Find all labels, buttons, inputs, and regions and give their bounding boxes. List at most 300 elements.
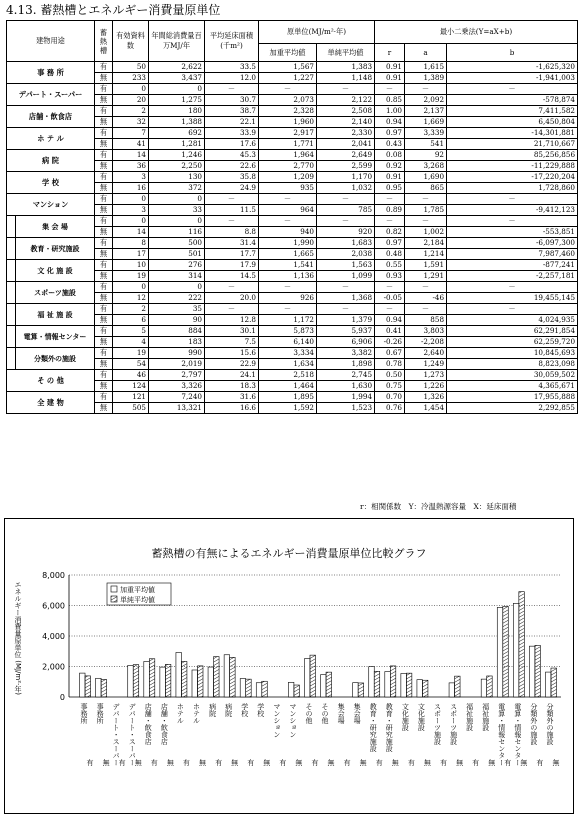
x-tick-label: 電算・情報センター xyxy=(497,703,506,766)
table-cell: 124 xyxy=(113,381,149,392)
table-cell: 884 xyxy=(149,326,205,337)
table-cell: 17.9 xyxy=(205,260,259,271)
x-tick-label: マンション xyxy=(272,703,281,738)
table-cell: 2,917 xyxy=(259,128,317,139)
table-cell: 5,937 xyxy=(317,326,375,337)
table-cell: 1,464 xyxy=(259,381,317,392)
category-name: 事 務 所 xyxy=(7,62,95,84)
table-cell: － xyxy=(405,84,447,95)
x-tick-flag: 無 xyxy=(134,759,143,766)
table-cell: － xyxy=(317,84,375,95)
table-cell: 183 xyxy=(149,337,205,348)
comparison-chart xyxy=(4,518,574,814)
header-tank: 蓄熱槽 xyxy=(95,21,113,62)
table-cell: 0.48 xyxy=(375,249,405,260)
x-tick-label: 集会場 xyxy=(337,703,346,724)
bar xyxy=(214,657,220,697)
table-cell: 501 xyxy=(149,249,205,260)
table-row xyxy=(7,194,578,205)
table-cell: － xyxy=(205,282,259,293)
x-tick-label: その他 xyxy=(321,703,330,724)
table-cell: 3,326 xyxy=(149,381,205,392)
category-name: 分類外の施設 xyxy=(7,348,95,370)
x-tick-label: 店舗・飲食店 xyxy=(160,703,169,745)
table-cell: 0.92 xyxy=(375,161,405,172)
table-cell: 372 xyxy=(149,183,205,194)
table-cell: 22.9 xyxy=(205,359,259,370)
table-cell: － xyxy=(259,304,317,315)
header-use: 建物用途 xyxy=(7,21,95,62)
table-row xyxy=(7,282,578,293)
x-tick-label: 病院 xyxy=(224,703,233,717)
table-cell: 1,389 xyxy=(405,73,447,84)
tank-flag: 無 xyxy=(95,359,113,370)
table-cell: 19 xyxy=(113,271,149,282)
table-cell: 2,599 xyxy=(317,161,375,172)
x-tick-flag: 有 xyxy=(246,759,255,766)
table-cell: 2,622 xyxy=(149,62,205,73)
table-cell: 1,683 xyxy=(317,238,375,249)
table-cell: 0 xyxy=(113,282,149,293)
table-cell: 0 xyxy=(113,194,149,205)
table-cell: 2,649 xyxy=(317,150,375,161)
table-cell: 0.70 xyxy=(375,392,405,403)
chart-title: 蓄熱槽の有無によるエネルギー消費量原単位比較グラフ xyxy=(151,547,427,560)
table-cell: 1,895 xyxy=(259,392,317,403)
table-row xyxy=(7,128,578,139)
table-cell: 12.0 xyxy=(205,73,259,84)
table-cell: 1,226 xyxy=(405,381,447,392)
tank-flag: 無 xyxy=(95,205,113,216)
x-tick-flag: 有 xyxy=(535,759,544,766)
bar xyxy=(417,680,423,697)
table-cell: 0 xyxy=(149,194,205,205)
table-cell: 20 xyxy=(113,95,149,106)
table-cell: 6 xyxy=(113,315,149,326)
tank-flag: 無 xyxy=(95,183,113,194)
table-cell: -11,229,888 xyxy=(447,161,578,172)
category-name: ホ テ ル xyxy=(7,128,95,150)
table-cell: 92 xyxy=(405,150,447,161)
table-cell: 19,455,145 xyxy=(447,293,578,304)
x-tick-label: 病院 xyxy=(208,703,217,717)
bar xyxy=(294,685,300,697)
bar xyxy=(358,683,364,697)
table-cell: 1,567 xyxy=(259,62,317,73)
x-tick-flag: 有 xyxy=(439,759,448,766)
table-cell: － xyxy=(405,216,447,227)
table-cell: 8.8 xyxy=(205,227,259,238)
table-cell: － xyxy=(317,216,375,227)
x-tick-label: 文化施設 xyxy=(401,703,410,731)
table-cell: 1,990 xyxy=(259,238,317,249)
table-cell: 5 xyxy=(113,326,149,337)
table-cell: 276 xyxy=(149,260,205,271)
table-cell: 45.3 xyxy=(205,150,259,161)
category-name: スポーツ施設 xyxy=(7,282,95,304)
bar xyxy=(503,606,509,697)
x-tick-flag: 有 xyxy=(407,759,416,766)
legend xyxy=(107,583,171,605)
tank-flag: 無 xyxy=(95,337,113,348)
bar xyxy=(208,667,214,697)
table-row xyxy=(7,392,578,403)
bar xyxy=(160,667,166,697)
table-cell: － xyxy=(259,194,317,205)
table-cell: 116 xyxy=(149,227,205,238)
x-tick-flag: 無 xyxy=(423,759,432,766)
page-title: 4.13. 蓄熱槽とエネルギー消費量原単位 xyxy=(6,3,221,17)
bar xyxy=(149,659,155,697)
x-tick-label: 事務所 xyxy=(80,703,89,724)
table-cell: 30.7 xyxy=(205,95,259,106)
table-cell: 0.82 xyxy=(375,227,405,238)
table-cell: 0.85 xyxy=(375,95,405,106)
table-cell: 1,728,860 xyxy=(447,183,578,194)
table-cell: 3,268 xyxy=(405,161,447,172)
chart-svg xyxy=(5,519,573,813)
x-tick-label: マンション xyxy=(288,703,297,738)
bar xyxy=(198,666,204,697)
table-cell: 30,059,502 xyxy=(447,370,578,381)
table-cell: 1,227 xyxy=(259,73,317,84)
x-tick-flag: 無 xyxy=(102,759,111,766)
table-cell: 5,873 xyxy=(259,326,317,337)
bar xyxy=(310,655,316,697)
table-cell: 11.5 xyxy=(205,205,259,216)
x-tick-label: 分類外の施設 xyxy=(529,703,538,745)
bar xyxy=(374,671,380,697)
bar xyxy=(304,659,310,697)
bar xyxy=(288,682,294,697)
table-cell: -2,208 xyxy=(405,337,447,348)
table-cell: 0.76 xyxy=(375,403,405,414)
table-cell: 22.1 xyxy=(205,117,259,128)
y-tick-label: 0 xyxy=(59,693,65,702)
table-cell: 0.94 xyxy=(375,117,405,128)
table-cell: 2,092 xyxy=(405,95,447,106)
tank-flag: 無 xyxy=(95,117,113,128)
table-cell: 0.50 xyxy=(375,370,405,381)
tank-flag: 無 xyxy=(95,227,113,238)
x-tick-flag: 有 xyxy=(214,759,223,766)
bar xyxy=(321,675,327,697)
bar xyxy=(401,673,407,697)
table-row xyxy=(7,326,578,337)
table-cell: -46 xyxy=(405,293,447,304)
table-cell: 19 xyxy=(113,348,149,359)
table-cell: 935 xyxy=(259,183,317,194)
table-cell: 7,240 xyxy=(149,392,205,403)
table-cell: 3,803 xyxy=(405,326,447,337)
table-cell: 4,365,671 xyxy=(447,381,578,392)
table-cell: 1,214 xyxy=(405,249,447,260)
table-cell: 0.93 xyxy=(375,271,405,282)
table-cell: -6,097,300 xyxy=(447,238,578,249)
bar xyxy=(481,679,487,697)
table-cell: 24.9 xyxy=(205,183,259,194)
table-row xyxy=(7,106,578,117)
header-a: a xyxy=(405,44,447,62)
category-name: 文 化 施 設 xyxy=(7,260,95,282)
table-cell: 0.97 xyxy=(375,238,405,249)
x-tick-flag: 有 xyxy=(343,759,352,766)
header-valid: 有効資料数 xyxy=(113,21,149,62)
header-annual: 年間総消費量百万MJ/年 xyxy=(149,21,205,62)
table-cell: 24.1 xyxy=(205,370,259,381)
x-tick-flag: 無 xyxy=(198,759,207,766)
table-cell: － xyxy=(447,216,578,227)
table-row xyxy=(7,216,578,227)
table-cell: 1,368 xyxy=(317,293,375,304)
bar xyxy=(246,679,252,697)
table-cell: 46 xyxy=(113,370,149,381)
table-cell: 1,172 xyxy=(259,315,317,326)
table-cell: 1,964 xyxy=(259,150,317,161)
header-b: b xyxy=(447,44,578,62)
table-cell: 7,411,582 xyxy=(447,106,578,117)
tank-flag: 有 xyxy=(95,348,113,359)
table-cell: -578,874 xyxy=(447,95,578,106)
bar xyxy=(240,679,246,697)
table-cell: 1,383 xyxy=(317,62,375,73)
x-tick-flag: 無 xyxy=(455,759,464,766)
table-cell: 54 xyxy=(113,359,149,370)
x-tick-label: 学校 xyxy=(240,703,249,717)
table-cell: 1,388 xyxy=(149,117,205,128)
x-tick-flag: 有 xyxy=(278,759,287,766)
table-cell: 15.6 xyxy=(205,348,259,359)
table-cell: 2,328 xyxy=(259,106,317,117)
table-cell: -877,241 xyxy=(447,260,578,271)
table-cell: 3,334 xyxy=(259,348,317,359)
bar xyxy=(369,667,375,697)
tank-flag: 有 xyxy=(95,216,113,227)
table-cell: 1,099 xyxy=(317,271,375,282)
table-cell: 0.43 xyxy=(375,139,405,150)
tank-flag: 無 xyxy=(95,139,113,150)
table-cell: 13,321 xyxy=(149,403,205,414)
table-row xyxy=(7,150,578,161)
table-row xyxy=(7,370,578,381)
table-cell: 541 xyxy=(405,139,447,150)
table-cell: 6,450,804 xyxy=(447,117,578,128)
table-cell: － xyxy=(447,194,578,205)
table-cell: 0.41 xyxy=(375,326,405,337)
table-cell: － xyxy=(375,304,405,315)
x-tick-label: 事務所 xyxy=(96,703,105,724)
x-tick-flag: 無 xyxy=(262,759,271,766)
table-cell: 505 xyxy=(113,403,149,414)
x-tick-label: 教育・研究施設 xyxy=(369,703,378,752)
tank-flag: 有 xyxy=(95,150,113,161)
tank-flag: 無 xyxy=(95,271,113,282)
table-cell: 0.94 xyxy=(375,315,405,326)
table-cell: 1,170 xyxy=(317,172,375,183)
x-tick-label: スポーツ施設 xyxy=(433,703,442,745)
table-cell: 940 xyxy=(259,227,317,238)
table-cell: 4,024,935 xyxy=(447,315,578,326)
x-tick-label: デパート・スーパー xyxy=(112,703,121,766)
table-cell: 38.7 xyxy=(205,106,259,117)
table-cell: 1,275 xyxy=(149,95,205,106)
table-cell: -1,941,003 xyxy=(447,73,578,84)
y-tick-label: 2,000 xyxy=(42,662,65,672)
tank-flag: 有 xyxy=(95,172,113,183)
table-cell: 785 xyxy=(317,205,375,216)
table-cell: 33 xyxy=(149,205,205,216)
bar xyxy=(224,655,230,697)
table-cell: 1,634 xyxy=(259,359,317,370)
table-cell: 990 xyxy=(149,348,205,359)
x-tick-flag: 有 xyxy=(375,759,384,766)
table-cell: 32 xyxy=(113,117,149,128)
table-cell: 1,615 xyxy=(405,62,447,73)
x-tick-flag: 有 xyxy=(182,759,191,766)
tank-flag: 無 xyxy=(95,381,113,392)
table-cell: 1,326 xyxy=(405,392,447,403)
table-cell: 1,898 xyxy=(317,359,375,370)
table-cell: 3,339 xyxy=(405,128,447,139)
table-cell: 17,955,888 xyxy=(447,392,578,403)
table-cell: － xyxy=(447,84,578,95)
table-cell: 865 xyxy=(405,183,447,194)
tank-flag: 無 xyxy=(95,161,113,172)
header-savg: 単純平均値 xyxy=(317,44,375,62)
tank-flag: 無 xyxy=(95,403,113,414)
category-name: そ の 他 xyxy=(7,370,95,392)
x-tick-label: 店舗・飲食店 xyxy=(144,703,153,745)
tank-flag: 有 xyxy=(95,128,113,139)
table-cell: 1,563 xyxy=(317,260,375,271)
table-cell: -2,257,181 xyxy=(447,271,578,282)
x-tick-label: その他 xyxy=(304,703,313,724)
x-tick-flag: 有 xyxy=(150,759,159,766)
x-tick-flag: 有 xyxy=(86,759,95,766)
table-cell: 1,002 xyxy=(405,227,447,238)
table-cell: 121 xyxy=(113,392,149,403)
table-cell: 4 xyxy=(113,337,149,348)
table-cell: 0.91 xyxy=(375,62,405,73)
table-cell: 3 xyxy=(113,172,149,183)
table-cell: 0.75 xyxy=(375,381,405,392)
table-cell: 6,906 xyxy=(317,337,375,348)
table-cell: － xyxy=(205,216,259,227)
table-cell: 31.4 xyxy=(205,238,259,249)
table-cell: 1,994 xyxy=(317,392,375,403)
table-cell: 1,630 xyxy=(317,381,375,392)
table-cell: 21,710,667 xyxy=(447,139,578,150)
table-cell: 1,591 xyxy=(405,260,447,271)
header-floor: 平均延床面積(千m²) xyxy=(205,21,259,62)
category-name: 全 建 物 xyxy=(7,392,95,414)
bar xyxy=(487,676,493,697)
table-cell: 7 xyxy=(113,128,149,139)
table-cell: 2,770 xyxy=(259,161,317,172)
table-cell: 1,281 xyxy=(149,139,205,150)
table-cell: 0 xyxy=(113,216,149,227)
table-cell: 30.1 xyxy=(205,326,259,337)
bar xyxy=(256,683,262,697)
table-cell: 500 xyxy=(149,238,205,249)
table-cell: 2,122 xyxy=(317,95,375,106)
table-cell: 1,523 xyxy=(317,403,375,414)
table-cell: 33.5 xyxy=(205,62,259,73)
x-tick-flag: 無 xyxy=(327,759,336,766)
table-cell: 2,184 xyxy=(405,238,447,249)
table-cell: 1,690 xyxy=(405,172,447,183)
table-cell: 314 xyxy=(149,271,205,282)
bar xyxy=(551,668,557,697)
table-cell: 1,291 xyxy=(405,271,447,282)
table-cell: 0.78 xyxy=(375,359,405,370)
table-cell: 7.5 xyxy=(205,337,259,348)
table-row xyxy=(7,172,578,183)
bar xyxy=(128,665,134,697)
table-cell: 2,250 xyxy=(149,161,205,172)
bar xyxy=(192,670,198,697)
tank-flag: 有 xyxy=(95,194,113,205)
x-tick-label: 集会場 xyxy=(353,703,362,724)
bar xyxy=(144,661,150,697)
x-tick-label: 福祉施設 xyxy=(481,703,490,731)
x-tick-flag: 無 xyxy=(519,759,528,766)
bar xyxy=(133,665,139,697)
x-tick-flag: 無 xyxy=(166,759,175,766)
table-cell: 7,987,460 xyxy=(447,249,578,260)
table-row xyxy=(7,84,578,95)
bar xyxy=(176,653,182,697)
header-wavg: 加重平均値 xyxy=(259,44,317,62)
footnote: r：相関係数 Y：冷温熱源容量 X：延床面積 xyxy=(360,502,517,511)
bar xyxy=(85,676,91,697)
bar xyxy=(406,673,412,697)
x-tick-label: 福祉施設 xyxy=(465,703,474,731)
y-axis-label: エネルギー消費量原単位 (MJ/m²·年) xyxy=(14,581,22,695)
table-cell: 1,273 xyxy=(405,370,447,381)
table-cell: 2,073 xyxy=(259,95,317,106)
table-cell: 222 xyxy=(149,293,205,304)
table-cell: 17.7 xyxy=(205,249,259,260)
table-cell: 1,246 xyxy=(149,150,205,161)
bar xyxy=(262,681,268,697)
bar xyxy=(449,683,455,697)
x-tick-label: 教育・研究施設 xyxy=(385,703,394,752)
table-cell: 35.8 xyxy=(205,172,259,183)
table-cell: 1,960 xyxy=(259,117,317,128)
bar xyxy=(529,646,535,697)
table-cell: 2,019 xyxy=(149,359,205,370)
x-tick-flag: 無 xyxy=(230,759,239,766)
bar xyxy=(165,664,171,697)
table-cell: 2,038 xyxy=(317,249,375,260)
tank-flag: 無 xyxy=(95,315,113,326)
tank-flag: 無 xyxy=(95,73,113,84)
bar xyxy=(422,680,428,697)
table-cell: 1,669 xyxy=(405,117,447,128)
table-cell: 31.6 xyxy=(205,392,259,403)
table-cell: 920 xyxy=(317,227,375,238)
table-row xyxy=(7,304,578,315)
bar xyxy=(101,679,107,697)
table-cell: － xyxy=(317,194,375,205)
table-cell: 14 xyxy=(113,150,149,161)
table-cell: － xyxy=(375,194,405,205)
header-r: r xyxy=(375,44,405,62)
x-tick-flag: 有 xyxy=(471,759,480,766)
table-cell: 8 xyxy=(113,238,149,249)
category-name: 集 会 場 xyxy=(7,216,95,238)
